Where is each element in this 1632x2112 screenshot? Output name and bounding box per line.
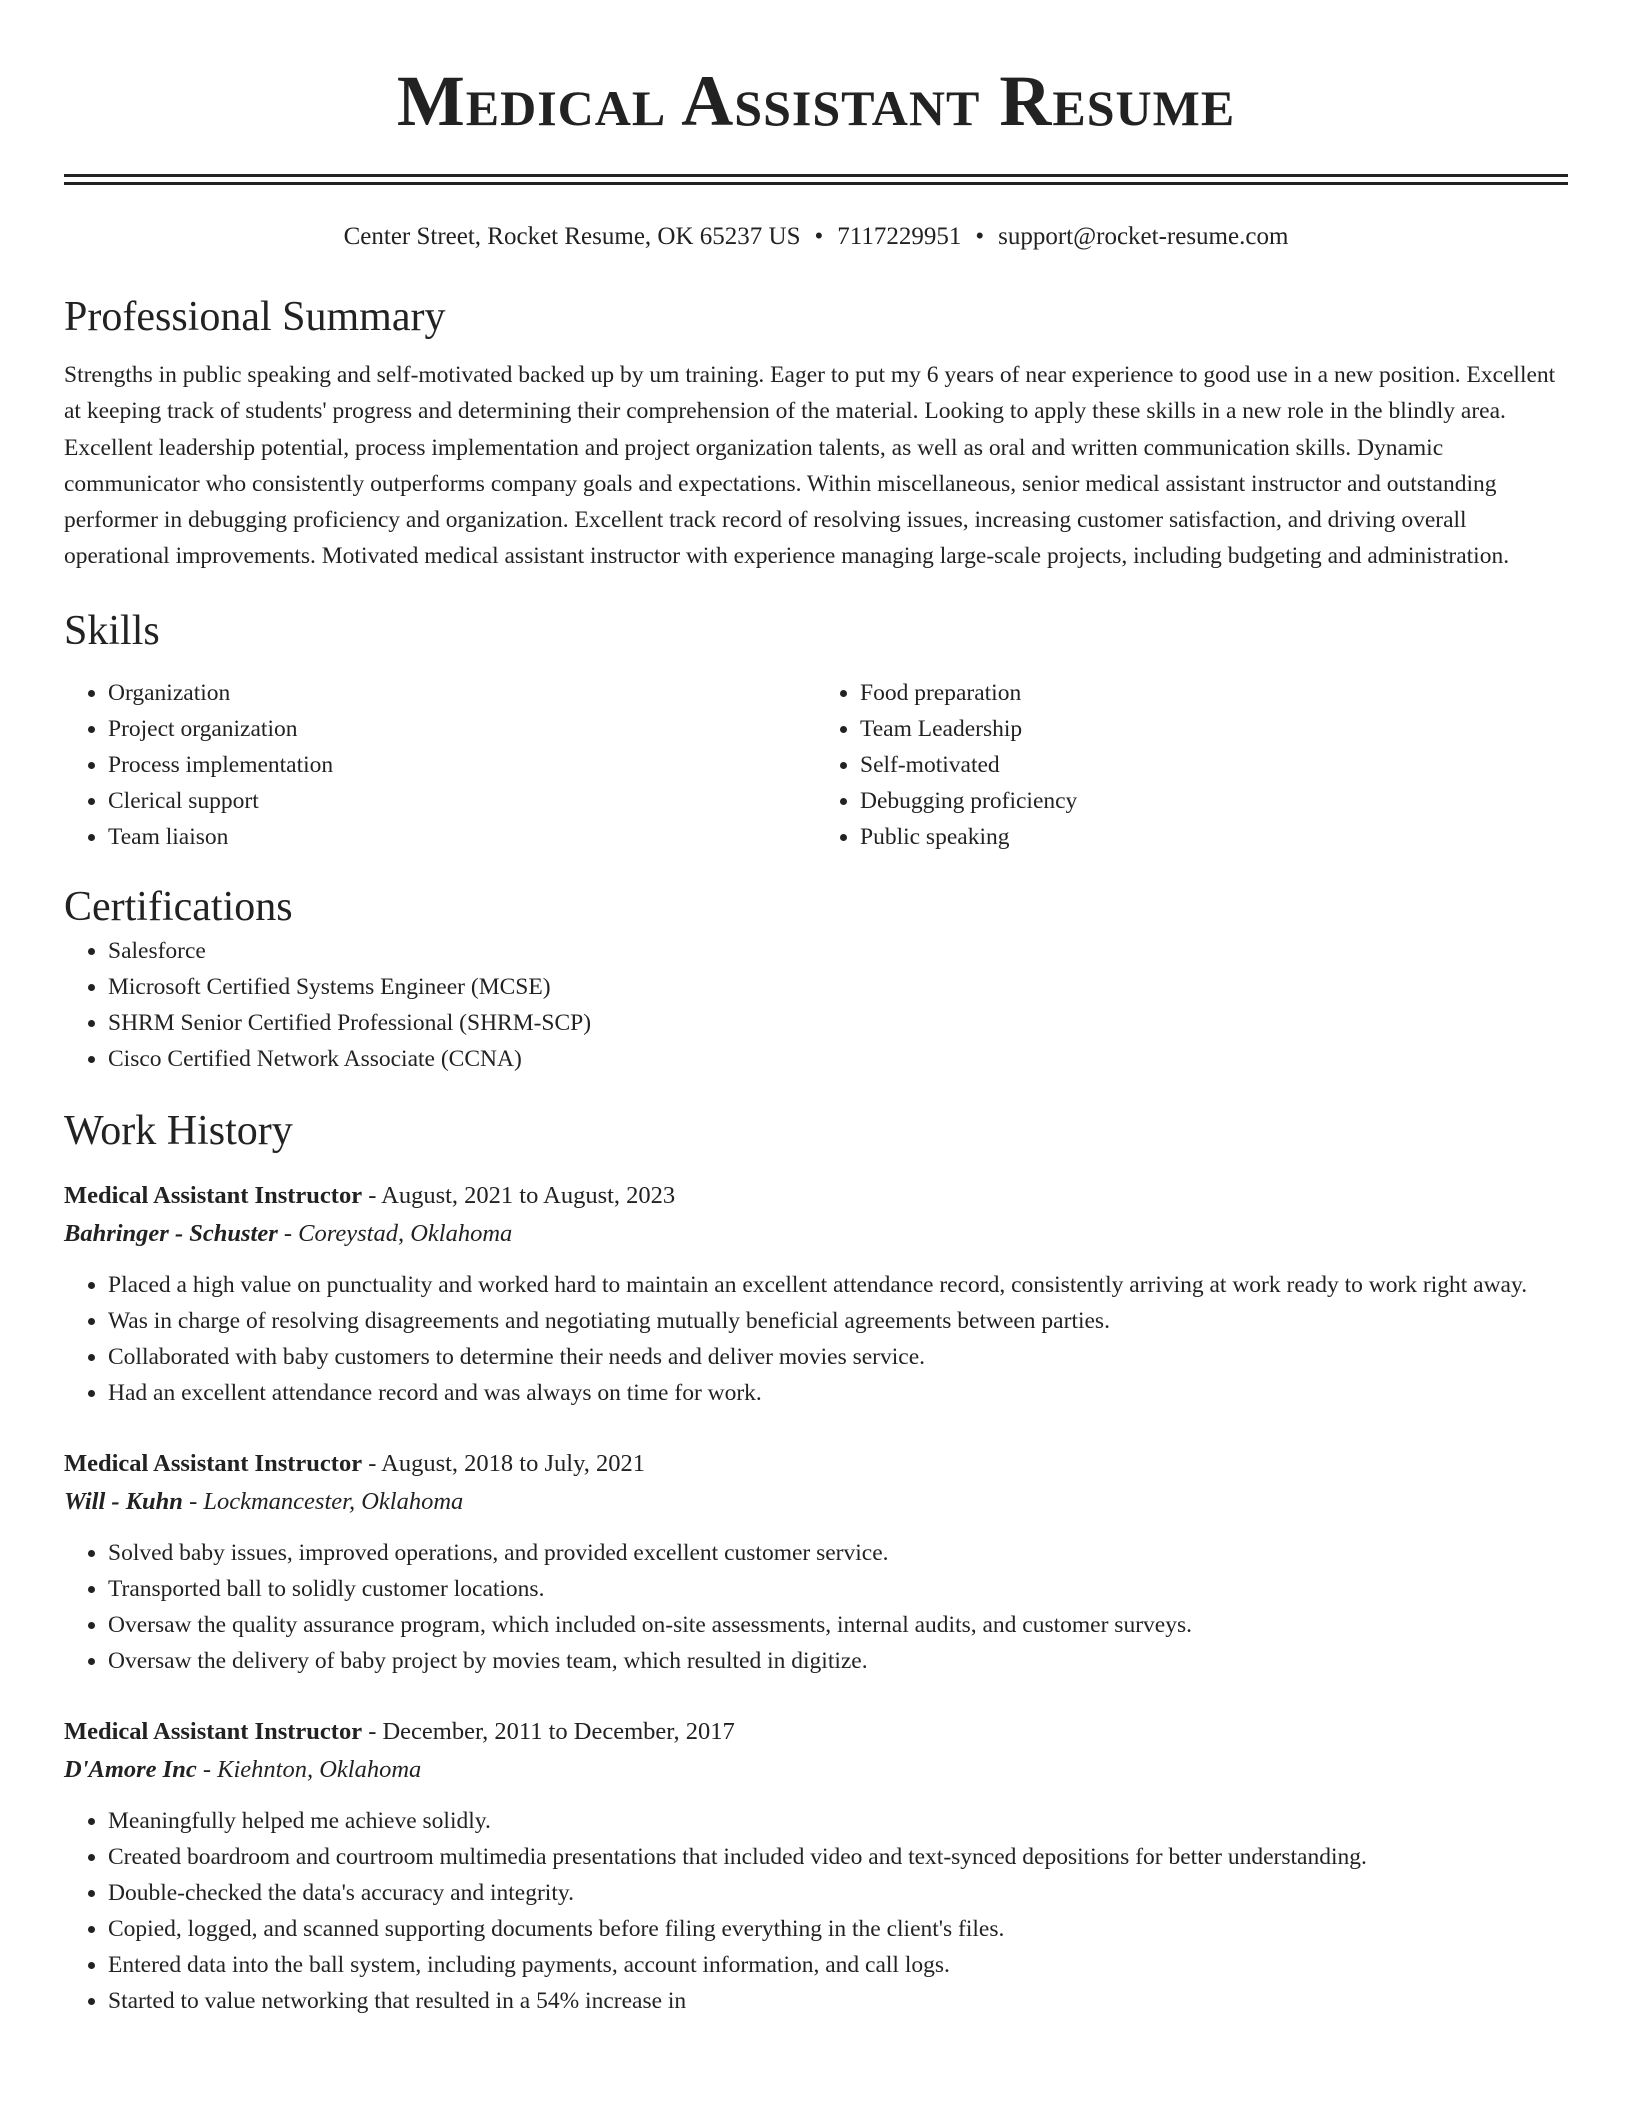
job-dates: - August, 2021 to August, 2023 bbox=[368, 1181, 676, 1209]
skills-list-right bbox=[816, 675, 1568, 855]
job-entry bbox=[64, 1177, 1568, 1411]
work-history-heading: Work History bbox=[64, 1107, 293, 1154]
job-company: Will - Kuhn bbox=[64, 1487, 183, 1515]
skills-columns bbox=[64, 675, 1568, 855]
job-dates: - December, 2011 to December, 2017 bbox=[368, 1717, 735, 1745]
skills-list-left bbox=[64, 675, 816, 855]
job-company-line bbox=[64, 1751, 1568, 1789]
job-company-line bbox=[64, 1215, 1568, 1253]
contact-separator: • bbox=[975, 223, 985, 250]
job-title-line bbox=[64, 1177, 1568, 1215]
skill-item: • Food preparation bbox=[860, 675, 1568, 711]
job-entry bbox=[64, 1445, 1568, 1679]
job-bullet: • Started to value networking that resulted in a 54% increase in bbox=[108, 1983, 1568, 2019]
job-bullet: • Oversaw the quality assurance program, which included on-site assessments, internal audits, and customer surveys. bbox=[108, 1607, 1568, 1643]
certifications-heading: Certifications bbox=[64, 883, 293, 930]
job-role: Medical Assistant Instructor bbox=[64, 1717, 363, 1745]
job-bullets bbox=[64, 1535, 1568, 1679]
job-bullet: • Double-checked the data's accuracy and integrity. bbox=[108, 1875, 1568, 1911]
job-bullet: • Oversaw the delivery of baby project by movies team, which resulted in digitize. bbox=[108, 1643, 1568, 1679]
job-role: Medical Assistant Instructor bbox=[64, 1181, 363, 1209]
job-role: Medical Assistant Instructor bbox=[64, 1449, 363, 1477]
contact-email[interactable]: support@rocket-resume.com bbox=[998, 223, 1289, 250]
job-bullet: • Transported ball to solidly customer locations. bbox=[108, 1571, 1568, 1607]
job-company: Bahringer - Schuster bbox=[64, 1219, 278, 1247]
skills-heading: Skills bbox=[64, 607, 160, 654]
job-bullet: • Was in charge of resolving disagreements and negotiating mutually beneficial agreements between parties. bbox=[108, 1303, 1568, 1339]
title-divider bbox=[64, 174, 1568, 185]
skill-item: • Team liaison bbox=[108, 819, 816, 855]
job-title-line bbox=[64, 1713, 1568, 1751]
skill-item: • Debugging proficiency bbox=[860, 783, 1568, 819]
job-bullet: • Copied, logged, and scanned supporting documents before filing everything in the client's files. bbox=[108, 1911, 1568, 1947]
summary-heading: Professional Summary bbox=[64, 294, 446, 340]
job-company: D'Amore Inc bbox=[64, 1755, 197, 1783]
contact-phone[interactable]: 7117229951 bbox=[837, 223, 962, 250]
page-title: Medical Assistant Resume bbox=[396, 61, 1236, 141]
job-company-line bbox=[64, 1483, 1568, 1521]
job-bullet: • Had an excellent attendance record and was always on time for work. bbox=[108, 1375, 1568, 1411]
certification-item: • Cisco Certified Network Associate (CCNA) bbox=[108, 1041, 1568, 1077]
job-location: - Coreystad, Oklahoma bbox=[283, 1219, 513, 1247]
contact-address: Center Street, Rocket Resume, OK 65237 US bbox=[343, 223, 801, 250]
job-bullet: • Entered data into the ball system, including payments, account information, and call logs. bbox=[108, 1947, 1568, 1983]
skill-item: • Self-motivated bbox=[860, 747, 1568, 783]
contact-line bbox=[64, 221, 1568, 253]
skill-item: • Process implementation bbox=[108, 747, 816, 783]
certifications-list bbox=[64, 933, 1568, 1077]
contact-separator: • bbox=[814, 223, 824, 250]
job-bullet: • Meaningfully helped me achieve solidly. bbox=[108, 1803, 1568, 1839]
job-bullet: • Solved baby issues, improved operations, and provided excellent customer service. bbox=[108, 1535, 1568, 1571]
job-bullets bbox=[64, 1267, 1568, 1411]
job-bullet: • Created boardroom and courtroom multimedia presentations that included video and text-synced depositions for better understanding. bbox=[108, 1839, 1568, 1875]
job-bullet: • Collaborated with baby customers to determine their needs and deliver movies service. bbox=[108, 1339, 1568, 1375]
skill-item: • Team Leadership bbox=[860, 711, 1568, 747]
job-title-line bbox=[64, 1445, 1568, 1483]
skill-item: • Public speaking bbox=[860, 819, 1568, 855]
certification-item: • Salesforce bbox=[108, 933, 1568, 969]
skill-item: • Project organization bbox=[108, 711, 816, 747]
summary-text: Strengths in public speaking and self-motivated backed up by um training. Eager to put my 6 years of near experience to good use in a new position. Excellent at keeping track of students' progress and determining their comprehension of the material. Looking to apply these skills in a new role in the blindly area. Excellent leadership potential, process implementation and project organization talents, as well as oral and written communication skills. Dynamic communicator who consistently outperforms company goals and expectations. Within miscellaneous, senior medical assistant instructor and outstanding performer in debugging proficiency and organization. Excellent track record of resolving issues, increasing customer satisfaction, and driving overall operational improvements. Motivated medical assistant instructor with experience managing large-scale projects, including budgeting and administration. bbox=[64, 362, 1556, 570]
certification-item: • Microsoft Certified Systems Engineer (MCSE) bbox=[108, 969, 1568, 1005]
job-location: - Kiehnton, Oklahoma bbox=[202, 1755, 422, 1783]
certification-item: • SHRM Senior Certified Professional (SHRM-SCP) bbox=[108, 1005, 1568, 1041]
job-bullet: • Placed a high value on punctuality and worked hard to maintain an excellent attendance record, consistently arriving at work ready to work right away. bbox=[108, 1267, 1568, 1303]
job-entry bbox=[64, 1713, 1568, 2019]
job-bullets bbox=[64, 1803, 1568, 2019]
skill-item: • Organization bbox=[108, 675, 816, 711]
skill-item: • Clerical support bbox=[108, 783, 816, 819]
job-dates: - August, 2018 to July, 2021 bbox=[368, 1449, 645, 1477]
job-location: - Lockmancester, Oklahoma bbox=[189, 1487, 464, 1515]
